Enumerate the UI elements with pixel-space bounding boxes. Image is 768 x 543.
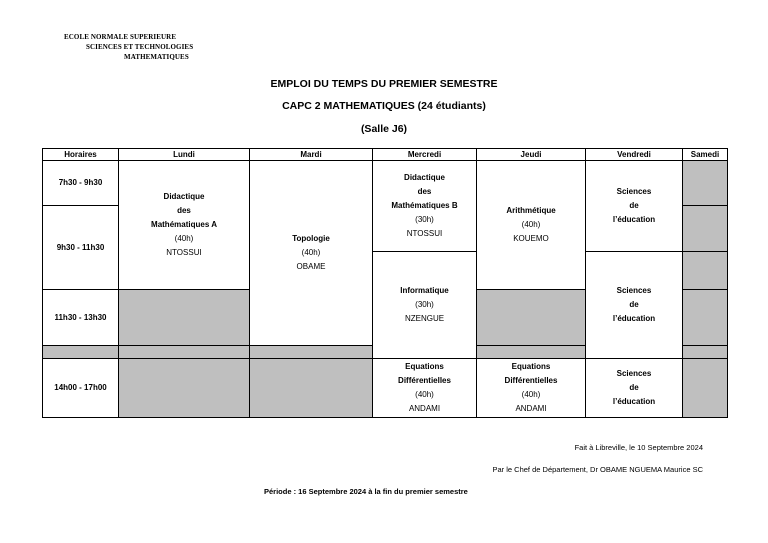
course-cell-mercredi-pm <box>373 359 477 418</box>
timetable <box>42 148 728 418</box>
course-cell-vendredi-1 <box>586 161 683 252</box>
course-title: Mathématiques A <box>151 220 217 229</box>
course-title: des <box>417 187 432 196</box>
course-hours: (40h) <box>521 220 541 229</box>
course-hours: (40h) <box>415 390 434 399</box>
course-teacher: ANDAMI <box>515 404 547 413</box>
course-title: Didactique <box>163 192 205 201</box>
empty-cell <box>683 346 728 359</box>
course-cell-vendredi-2 <box>586 252 683 359</box>
institution-line-2: SCIENCES ET TECHNOLOGIES <box>86 43 194 51</box>
course-title: Sciences <box>616 187 652 196</box>
empty-cell <box>683 359 728 418</box>
empty-cell <box>477 346 586 359</box>
course-title: Mathématiques B <box>391 201 458 210</box>
course-teacher: NZENGUE <box>404 314 445 323</box>
course-teacher: OBAME <box>296 262 326 271</box>
course-title: de <box>629 300 639 309</box>
course-title: Didactique <box>404 173 445 182</box>
institution-line-3: MATHEMATIQUES <box>124 53 189 61</box>
header-row <box>43 149 728 161</box>
empty-cell <box>119 346 250 359</box>
course-title: Topologie <box>292 234 330 243</box>
course-cell-vendredi-3 <box>586 359 683 418</box>
place-date: Fait à Libreville, le 10 Septembre 2024 <box>574 443 703 452</box>
class-title: CAPC 2 MATHEMATIQUES (24 étudiants) <box>282 100 486 112</box>
course-title: Sciences <box>616 369 652 378</box>
empty-cell <box>250 346 373 359</box>
course-cell-mercredi-am <box>373 161 477 252</box>
course-title: Sciences <box>616 286 652 295</box>
time-cell: 9h30 - 11h30 <box>43 206 119 290</box>
empty-cell <box>683 252 728 290</box>
course-title: de <box>629 201 639 210</box>
time-cell: 14h00 - 17h00 <box>43 359 119 418</box>
signatory: Par le Chef de Département, Dr OBAME NGUEMA Maurice SC <box>492 465 703 474</box>
course-cell-mardi <box>250 161 373 346</box>
time-cell: 7h30 - 9h30 <box>43 161 119 206</box>
institution-line-1: ECOLE NORMALE SUPERIEURE <box>64 33 177 41</box>
course-title: Différentielles <box>398 376 451 385</box>
empty-cell <box>683 161 728 206</box>
course-title: l’éducation <box>612 397 656 406</box>
header-mercredi: Mercredi <box>373 149 477 161</box>
empty-cell <box>477 290 586 346</box>
empty-cell <box>683 206 728 252</box>
course-title: Equations <box>511 362 551 371</box>
course-cell-mercredi-mid <box>373 252 477 359</box>
header-samedi: Samedi <box>683 149 728 161</box>
course-hours: (30h) <box>415 300 434 309</box>
course-hours: (40h) <box>521 390 541 399</box>
document-title: EMPLOI DU TEMPS DU PREMIER SEMESTRE <box>270 78 498 90</box>
course-cell-jeudi-am <box>477 161 586 290</box>
empty-cell <box>250 359 373 418</box>
course-title: Arithmétique <box>506 206 556 215</box>
course-title: Informatique <box>400 286 449 295</box>
table-row <box>43 161 728 206</box>
header-vendredi: Vendredi <box>586 149 683 161</box>
header-jeudi: Jeudi <box>477 149 586 161</box>
course-title: l’éducation <box>612 314 656 323</box>
course-cell-jeudi-pm <box>477 359 586 418</box>
course-title: l’éducation <box>612 215 656 224</box>
empty-cell <box>43 346 119 359</box>
header-mardi: Mardi <box>250 149 373 161</box>
table-row <box>43 359 728 418</box>
empty-cell <box>683 290 728 346</box>
course-hours: (40h) <box>174 234 194 243</box>
course-cell-lundi <box>119 161 250 290</box>
course-title: Différentielles <box>504 376 558 385</box>
course-hours: (30h) <box>415 215 434 224</box>
course-teacher: ANDAMI <box>408 404 441 413</box>
course-title: des <box>177 206 191 215</box>
course-title: de <box>629 383 639 392</box>
period: Période : 16 Septembre 2024 à la fin du premier semestre <box>264 487 468 496</box>
course-hours: (40h) <box>301 248 321 257</box>
time-cell: 11h30 - 13h30 <box>43 290 119 346</box>
course-teacher: NTOSSUI <box>406 229 443 238</box>
empty-cell <box>119 290 250 346</box>
room-title: (Salle J6) <box>360 123 408 135</box>
empty-cell <box>119 359 250 418</box>
course-title: Equations <box>405 362 444 371</box>
header-horaires: Horaires <box>43 149 119 161</box>
course-teacher: NTOSSUI <box>166 248 202 257</box>
course-teacher: KOUEMO <box>513 234 549 243</box>
header-lundi: Lundi <box>119 149 250 161</box>
